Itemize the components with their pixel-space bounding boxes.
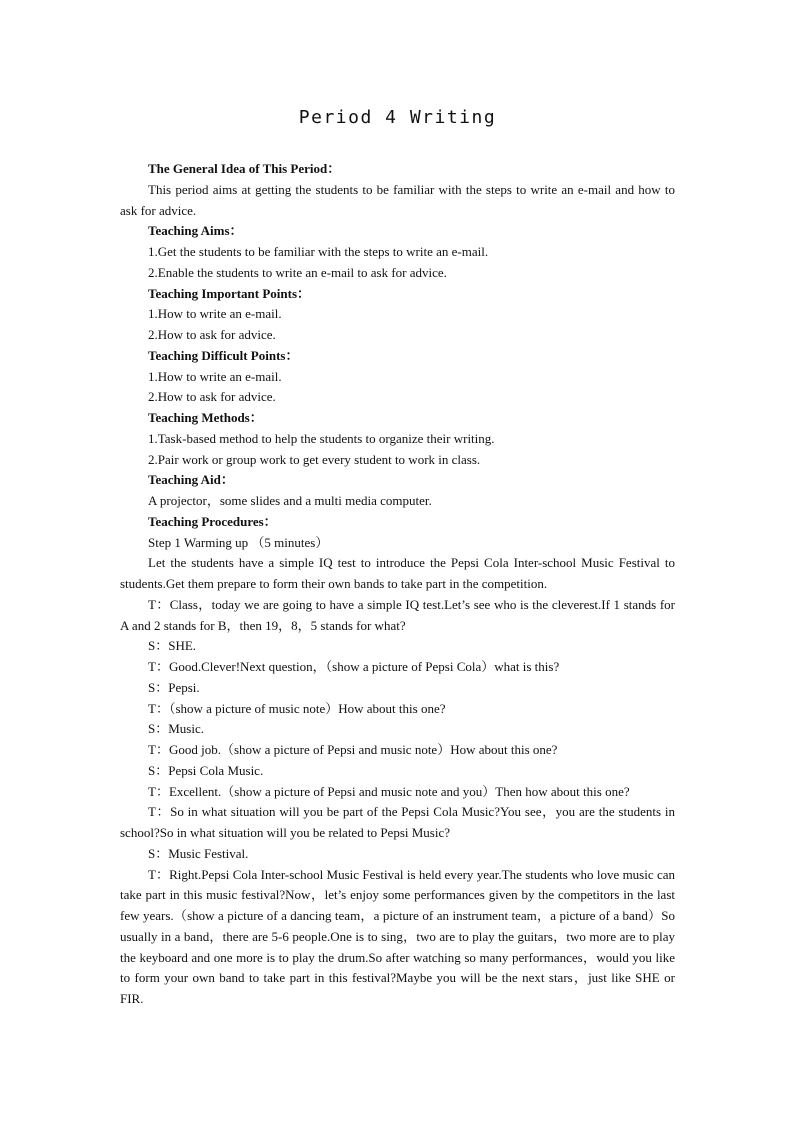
step-heading: Step 1 Warming up （5 minutes）	[148, 534, 329, 550]
dialogue-line: T：Class，today we are going to have a simple IQ test.Let’s see who is the cleverest.If 1 stands for A and 2 stands for B，then 19，8，5 stands for what?	[120, 596, 675, 633]
dialogue-line: S：Music.	[148, 721, 204, 737]
dialogue-line: S：Pepsi.	[148, 679, 200, 695]
dialogue-line: S：Music Festival.	[148, 845, 249, 861]
dialogue-line: T：Excellent.（show a picture of Pepsi and music note and you）Then how about this one?	[148, 783, 630, 799]
heading-teaching-aims: Teaching Aims：	[148, 223, 243, 239]
dialogue-line: S：Pepsi Cola Music.	[148, 762, 264, 778]
dialogue-line: T：Good.Clever!Next question，（show a picture of Pepsi Cola）what is this?	[148, 659, 560, 674]
document-body	[120, 159, 675, 1010]
list-item: 2.How to ask for advice.	[148, 389, 276, 405]
dialogue-line: S：SHE.	[148, 638, 197, 654]
dialogue-line: T：（show a picture of music note）How about this one?	[148, 700, 446, 716]
dialogue-line: T：So in what situation will you be part of the Pepsi Cola Music?You see，you are the students in school?So in what situation will you be related to Pepsi Music?	[120, 804, 675, 840]
page-title: Period 4 Writing	[298, 107, 497, 128]
list-item: 1.How to write an e-mail.	[148, 368, 282, 384]
paragraph-step-intro: Let the students have a simple IQ test to introduce the Pepsi Cola Inter-school Music Festival to students.Get them prepare to form their own bands to take part in the competition.	[120, 555, 675, 591]
dialogue-line: T：Good job.（show a picture of Pepsi and music note）How about this one?	[148, 742, 558, 757]
dialogue-line: T：Right.Pepsi Cola Inter-school Music Festival is held every year.The students who love music can take part in this music festival?Now，let’s enjoy some performances given by the competitors in the last few years.（show a picture of a dancing team，a picture of an instrument team，a picture of a band）So usually in a band，there are 5-6 people.One is to sing，two are to play the guitars，two more are to play the keyboard and one more is to play the drum.So after watching so many performances，would you like to form your own band to take part in this festival?Maybe you will be the next stars，just like SHE or FIR.	[120, 866, 675, 1006]
list-item: 1.How to write an e-mail.	[148, 306, 282, 322]
list-item: 2.Pair work or group work to get every student to work in class.	[148, 451, 481, 467]
heading-teaching-methods: Teaching Methods：	[148, 410, 263, 425]
heading-teaching-aid: Teaching Aid：	[148, 472, 234, 488]
list-item: 1.Task-based method to help the students to organize their writing.	[148, 430, 495, 446]
paragraph-general-idea: This period aims at getting the students to be familiar with the steps to write an e-mail and how to ask for advice.	[120, 181, 675, 218]
heading-important-points: Teaching Important Points：	[148, 285, 311, 301]
heading-general-idea: The General Idea of This Period：	[148, 161, 341, 176]
heading-teaching-procedures: Teaching Procedures：	[148, 513, 277, 529]
paragraph-teaching-aid: A projector，some slides and a multi media computer.	[148, 493, 432, 508]
list-item: 1.Get the students to be familiar with the steps to write an e-mail.	[148, 244, 489, 259]
list-item: 2.Enable the students to write an e-mail to ask for advice.	[148, 264, 447, 280]
heading-difficult-points: Teaching Difficult Points：	[148, 347, 299, 363]
list-item: 2.How to ask for advice.	[148, 327, 276, 342]
